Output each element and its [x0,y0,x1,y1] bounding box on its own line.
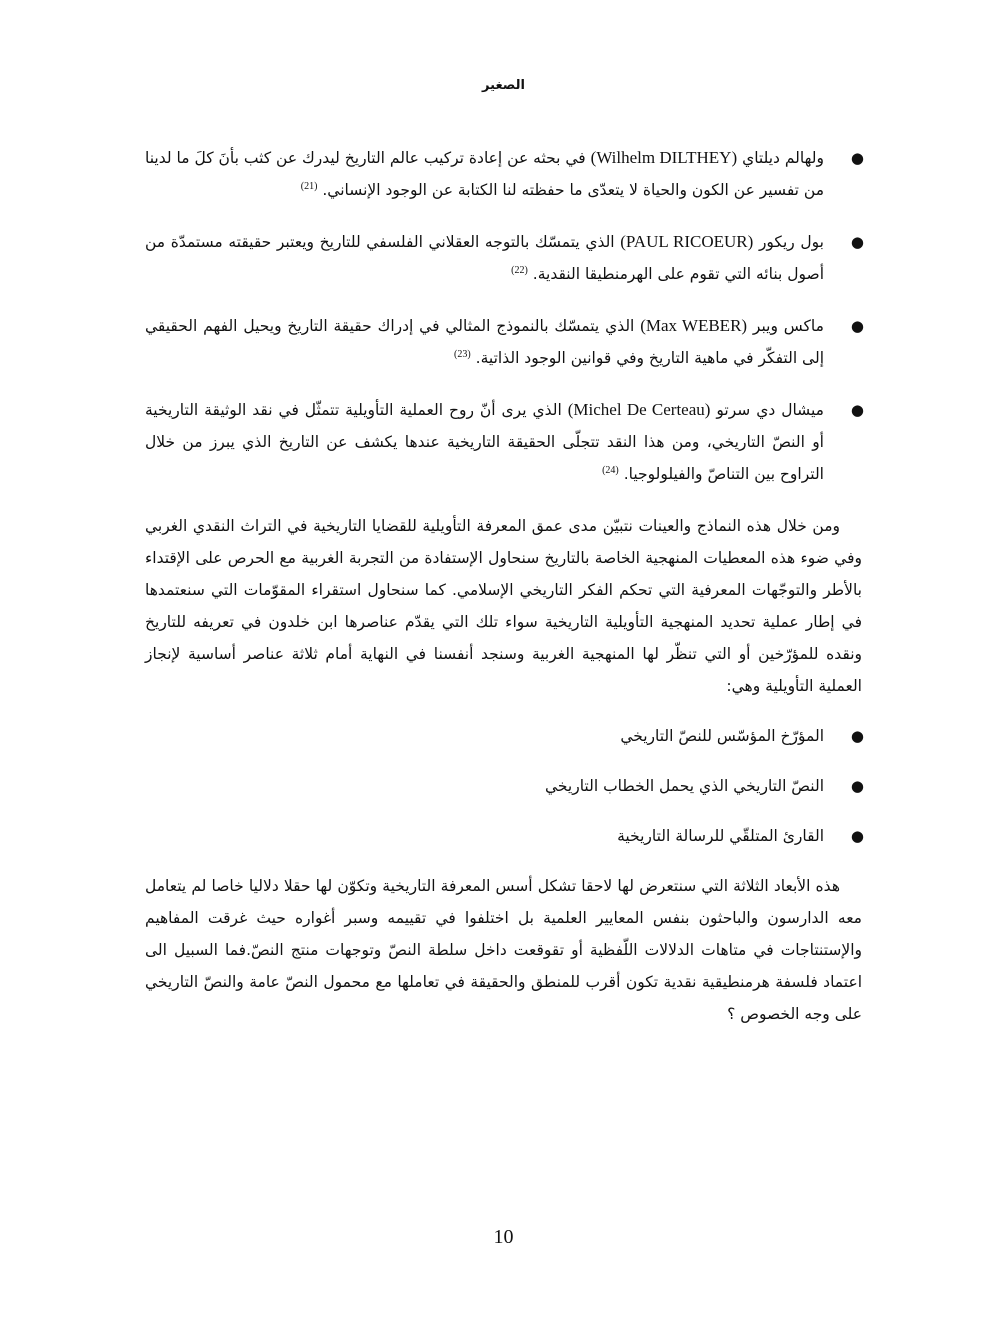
bullet-text: الذي يتمسّك بالنموذج المثالي في إدراك حقيقة التاريخ ويحيل الفهم الحقيقي إلى التفكّر في ماهية التاريخ وفي قوانين الوجود الذاتية. [145,317,824,367]
bullet-lead: ماكس ويبر [752,317,824,335]
latin-name: (Max WEBER) [640,316,748,335]
footnote-ref: (24) [602,464,619,476]
latin-name: (Michel De Certeau) [567,400,711,419]
bullet-icon: ● [850,827,864,845]
bullet-icon: ● [850,149,864,167]
bullet-item-certeau [145,394,862,490]
bullet-text: النصّ التاريخي الذي يحمل الخطاب التاريخي [544,777,824,795]
bullet-item-ricoeur [145,226,862,290]
footnote-ref: (21) [300,180,318,192]
bullet-item-historian [145,720,862,752]
footnote-ref: (23) [454,348,471,360]
bullet-text: الذي يرى أنّ روح العملية التأويلية تتمثّل في نقد الوثيقة التاريخية أو النصّ التاريخي، ومن هذا النقد تتجلّى الحقيقة التاريخية عندها يكشف عن التاريخ الذي يبرز من خلال التراوح بين التناصّ والفيلولوجيا. [145,401,824,483]
bullet-item-weber [145,310,862,374]
bullet-icon: ● [850,233,864,251]
bullet-icon: ● [850,777,864,795]
latin-name: (Wilhelm DILTHEY) [590,148,738,167]
bullet-text: في بحثه عن إعادة تركيب عالم التاريخ ليدرك عن كثب بأنَ كلَ ما لدينا من تفسير عن الكون والحياة لا يتعدّى ما حفظته لنا الكتابة عن الوجود الإنساني. [145,149,824,199]
bullet-icon: ● [850,317,864,335]
bullet-lead: ولهالم ديلتاي [742,149,824,167]
footnote-ref: (22) [511,264,528,276]
bullet-icon: ● [850,401,864,419]
bullet-item-text [145,770,862,802]
body-paragraph-1: ومن خلال هذه النماذج والعينات نتبيّن مدى عمق المعرفة التأويلية للقضايا التاريخية في التراث النقدي الغربي وفي ضوء هذه المعطيات المنهجية الخاصة بالتاريخ سنحاول الإستفادة من التجربة الغربية مع الحرص على الإقتداء بالأطر والتوجّهات المعرفية التي تحكم الفكر التاريخي الإسلامي. كما سنحاول استقراء المقوّمات التي سنعتمدها في إطار عملية تحديد المنهجية التأويلية التاريخية سواء تلك التي يقدّم عناصرها ابن خلدون في تعريفه للتاريخ ونقده للمؤرّخين أو التي تنظّر لها المنهجية الغربية وسنجد أنفسنا في النهاية أمام ثلاثة عناصر أساسية لإنجاز العملية التأويلية وهي: [145,517,862,695]
page-number: 10 [493,1226,514,1248]
running-header: الصغير [482,78,525,93]
bullet-text: القارئ المتلقّي للرسالة التاريخية [617,827,824,845]
latin-name: (PAUL RICOEUR) [620,232,754,251]
bullet-lead: بول ريكور [758,233,824,251]
bullet-icon: ● [850,727,864,745]
bullet-text: المؤرّخ المؤسّس للنصّ التاريخي [620,727,824,745]
bullet-item-dilthey [145,142,862,206]
bullet-item-reader [145,820,862,852]
body-content [145,142,862,1048]
body-paragraph-2: هذه الأبعاد الثلاثة التي سنتعرض لها لاحقا تشكل أسس المعرفة التاريخية وتكوّن لها حقلا دلاليا خاصا لم يتعامل معه الدارسون والباحثون بنفس المعايير العلمية بل اختلفوا في تقييمه وسبر أغواره حيث غرقت المفاهيم والإستنتاجات في متاهات الدلالات اللّفظية أو تقوقعت داخل سلطة النصّ وتوجهات منتج النصّ.فما السبيل الى اعتماد فلسفة هرمنطيقية نقدية تكون أقرب للمنطق والحقيقة في تعاملها مع محمول النصّ عامة والنصّ التاريخي على وجه الخصوص ؟ [145,877,862,1023]
bullet-lead: ميشال دي سرتو [716,401,824,419]
bullet-text: الذي يتمسّك بالتوجه العقلاني الفلسفي للتاريخ ويعتبر حقيقته مستمدّة من أصول بنائه التي تقوم على الهرمنطيقا النقدية. [145,233,824,283]
